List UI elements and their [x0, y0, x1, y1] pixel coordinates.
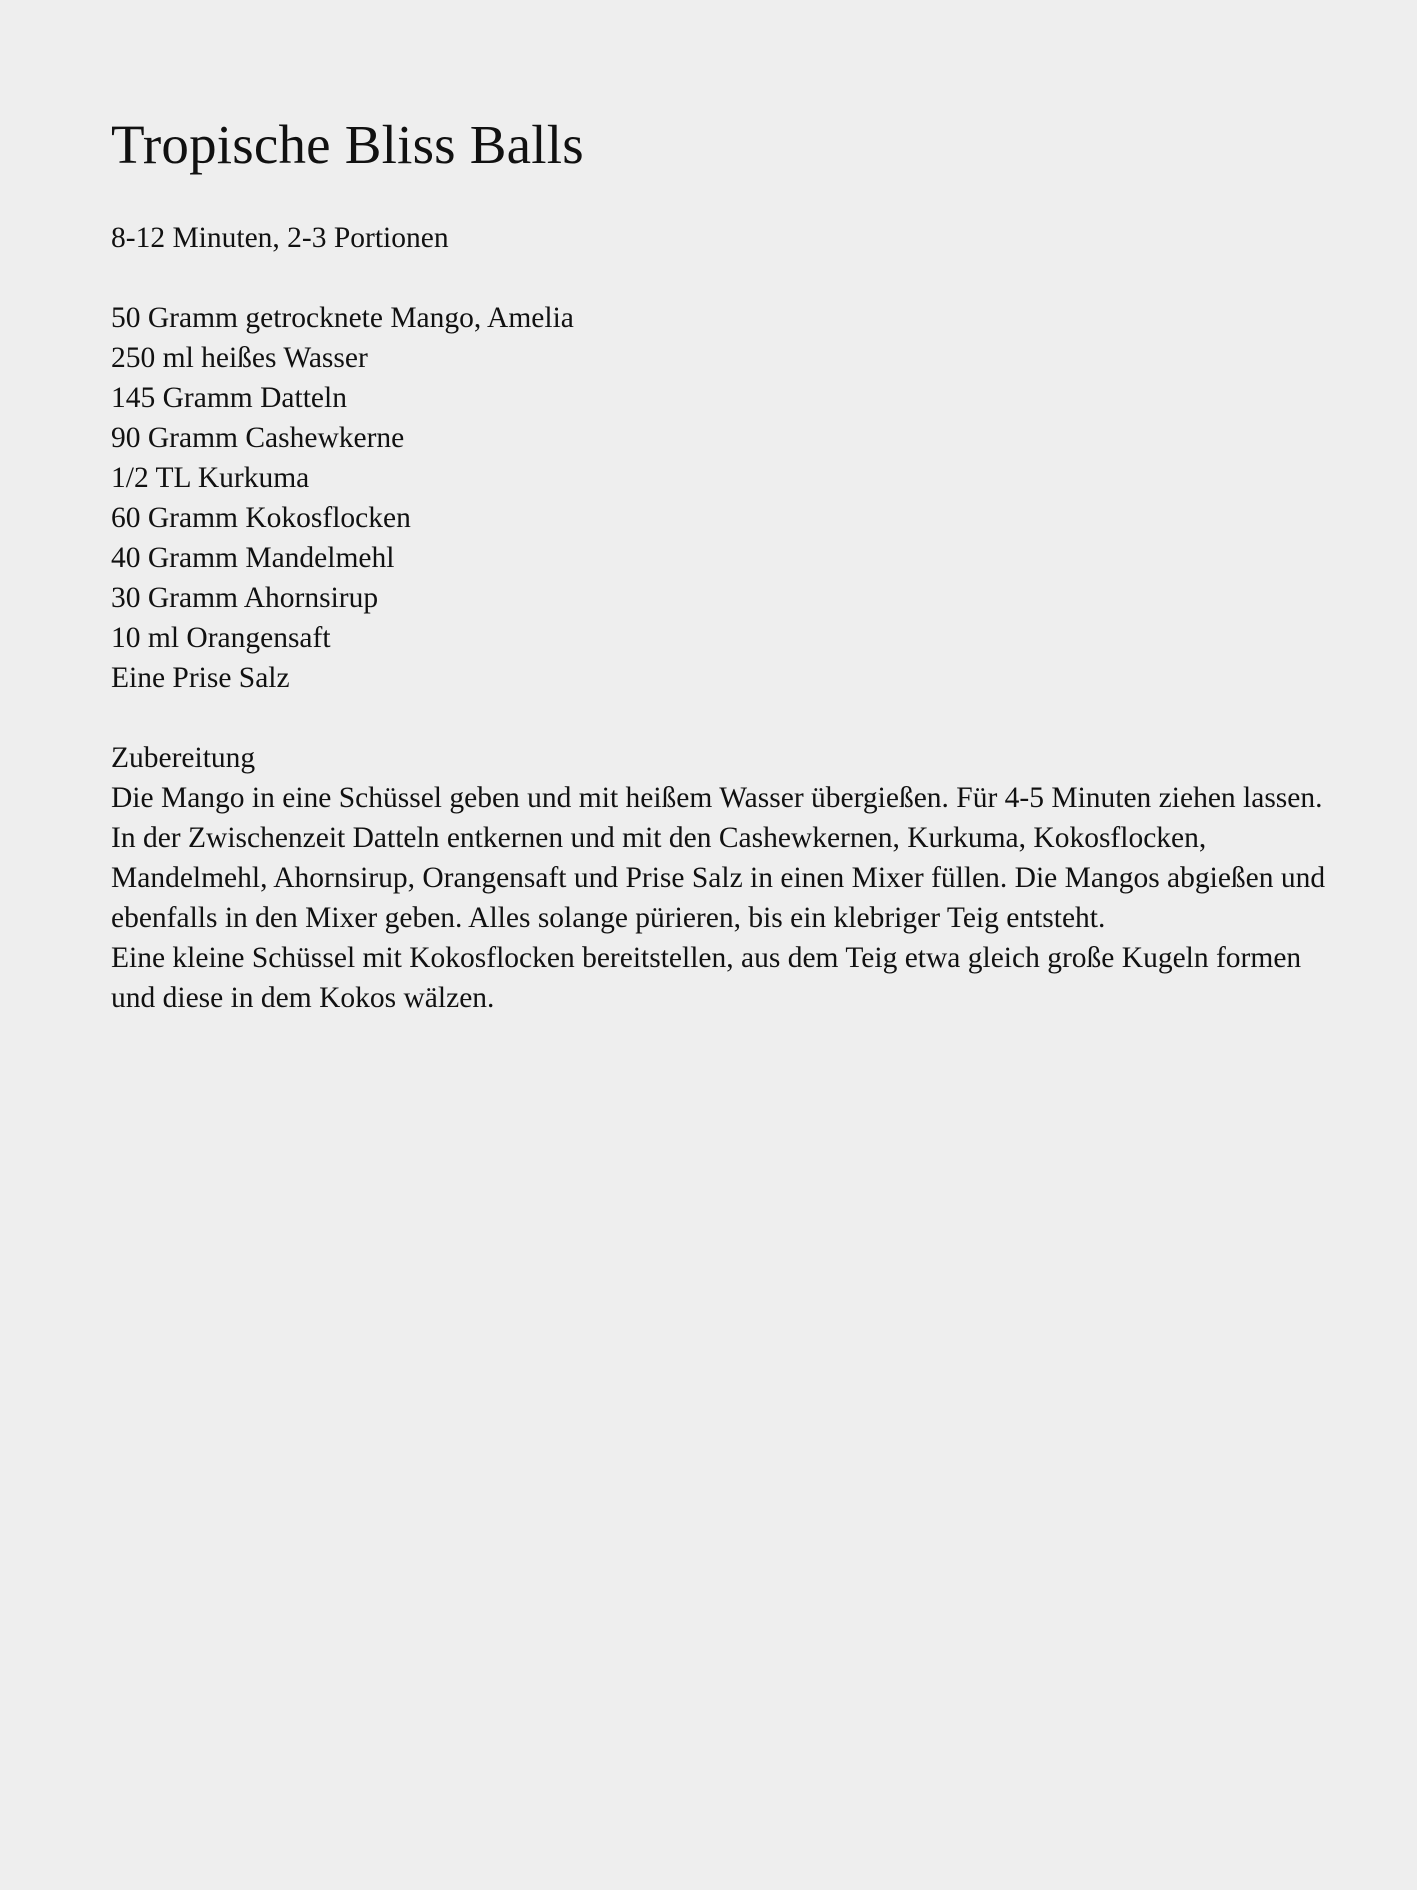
preparation-section — [111, 738, 1327, 1018]
preparation-step: In der Zwischenzeit Datteln entkernen und mit den Cashewkernen, Kurkuma, Kokosflocken, Mandelmehl, Ahornsirup, Orangensaft und Prise Salz in einen Mixer füllen. Die Mangos abgießen und ebenfalls in den Mixer geben. Alles solange pürieren, bis ein klebriger Teig entsteht. — [111, 822, 1326, 934]
ingredient-item: 30 Gramm Ahornsirup — [111, 582, 379, 614]
ingredient-list — [111, 298, 1327, 698]
ingredient-item: 50 Gramm getrocknete Mango, Amelia — [111, 302, 574, 334]
recipe-title: Tropische Bliss Balls — [111, 114, 584, 175]
ingredient-item: 10 ml Orangensaft — [111, 622, 331, 654]
ingredient-item: Eine Prise Salz — [111, 662, 290, 694]
ingredient-item: 60 Gramm Kokosflocken — [111, 502, 411, 534]
ingredient-item: 250 ml heißes Wasser — [111, 342, 368, 374]
ingredient-item: 1/2 TL Kurkuma — [111, 462, 310, 494]
recipe-meta: 8-12 Minuten, 2-3 Portionen — [111, 222, 449, 254]
ingredient-item: 40 Gramm Mandelmehl — [111, 542, 395, 574]
preparation-step: Die Mango in eine Schüssel geben und mit heißem Wasser übergießen. Für 4-5 Minuten ziehen lassen. — [111, 782, 1323, 814]
preparation-step: Eine kleine Schüssel mit Kokosflocken bereitstellen, aus dem Teig etwa gleich große Kugeln formen und diese in dem Kokos wälzen. — [111, 942, 1302, 1014]
ingredient-item: 145 Gramm Datteln — [111, 382, 347, 414]
ingredient-item: 90 Gramm Cashewkerne — [111, 422, 405, 454]
preparation-heading: Zubereitung — [111, 742, 256, 774]
preparation-steps — [111, 778, 1327, 1018]
